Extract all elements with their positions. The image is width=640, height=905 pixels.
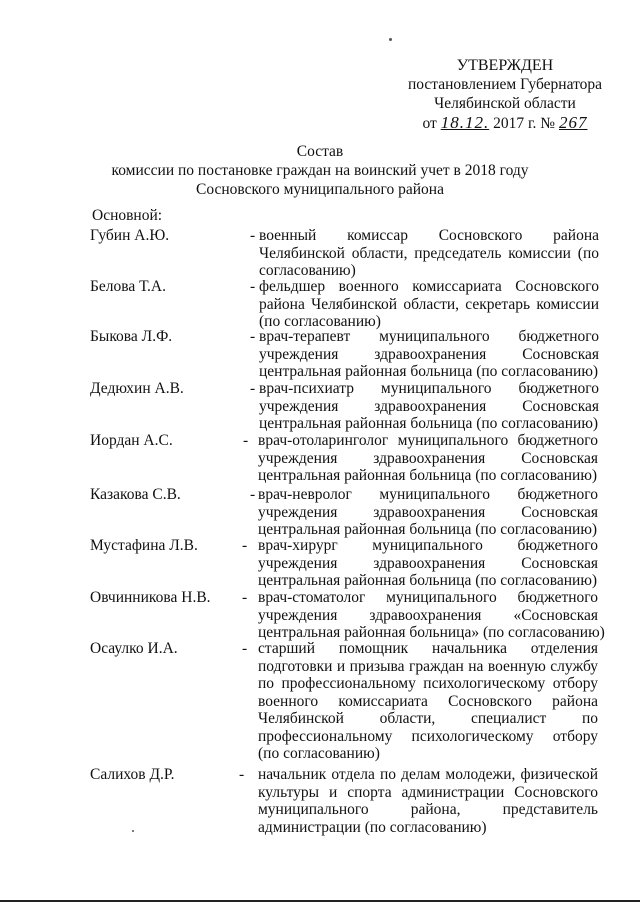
member-role — [258, 486, 598, 539]
member-name: Осаулко И.А. — [90, 640, 178, 657]
member-role-line: учреждения здравоохранения Сосновская — [258, 554, 598, 572]
member-dash: - — [242, 537, 248, 554]
member-role-line: согласованию) — [259, 262, 356, 279]
member-role-line: начальник отдела по делам молодежи, физической — [258, 766, 598, 783]
member-role-line: (по согласованию) — [259, 313, 381, 330]
member-role-line: военного комиссариата Сосновского района — [258, 692, 598, 710]
member-role-line: центральная районная больница (по согласованию) — [259, 363, 599, 380]
member-role-line: учреждения здравоохранения Сосновская — [259, 397, 599, 415]
member-name: Иордан А.С. — [90, 432, 173, 449]
member-role — [259, 328, 599, 381]
member-dash: - — [239, 766, 245, 783]
member-name: Белова Т.А. — [90, 278, 166, 295]
member-role-line: (по согласованию) — [258, 745, 380, 762]
member-role-line: муниципального района, представитель — [258, 801, 598, 818]
member-role-line: врач-психиатр муниципального бюджетного — [259, 380, 599, 397]
member-dash: - — [250, 328, 256, 345]
member-dash: - — [250, 380, 256, 397]
member-role-line: учреждения здравоохранения Сосновская — [258, 503, 598, 521]
member-name: Казакова С.В. — [90, 486, 181, 503]
member-dash: - — [250, 486, 256, 503]
member-role-line: учреждения здравоохранения Сосновская — [259, 345, 599, 363]
member-dash: - — [242, 640, 248, 657]
member-role-line: центральная районная больница (по согласованию) — [259, 415, 599, 432]
member-role — [258, 640, 598, 763]
member-role-line: центральная районная больница (по согласованию) — [258, 521, 598, 538]
member-role-line: военный комиссар Сосновского района — [259, 227, 599, 244]
member-name: Губин А.Ю. — [90, 227, 170, 244]
member-role-line: Челябинской области, специалист по — [258, 710, 598, 727]
member-name: Салихов Д.Р. — [90, 766, 175, 783]
approval-line-resolution: постановлением Губернатора — [407, 76, 603, 93]
title-line-2: комиссии по постановке граждан на воинский учет в 2018 году — [111, 162, 529, 179]
approval-date-prefix: от — [422, 115, 437, 132]
member-role-line: врач-терапевт муниципального бюджетного — [259, 328, 599, 345]
approval-date-suffix: 2017 г. № — [493, 115, 556, 132]
member-role-line: центральная районная больница (по согласованию) — [258, 467, 598, 484]
title-line-3: Сосновского муниципального района — [196, 181, 444, 198]
member-role-line: профессиональному психологическому отбору — [258, 727, 598, 745]
member-name: Мустафина Л.В. — [90, 537, 198, 554]
scan-speck — [389, 38, 392, 41]
title-line-1: Состав — [296, 143, 344, 160]
approval-date-value: 18.12. — [440, 113, 490, 132]
section-label: Основной: — [92, 207, 163, 224]
member-role-line: врач-стоматолог муниципального бюджетного — [258, 589, 598, 606]
member-role-line: культуры и спорта администрации Сосновского — [258, 783, 598, 801]
member-role-line: врач-хирург муниципального бюджетного — [258, 537, 598, 554]
member-dash: - — [250, 278, 256, 295]
approval-number: 267 — [558, 113, 588, 132]
member-role — [258, 766, 598, 836]
member-name: Дедюхин А.В. — [90, 380, 184, 397]
member-role-line: врач-невролог муниципального бюджетного — [258, 486, 598, 503]
scan-edge-line — [0, 900, 640, 902]
approval-date-line — [400, 113, 610, 133]
approval-heading: УТВЕРЖДЕН — [456, 57, 554, 74]
member-role — [258, 537, 598, 590]
approval-block — [400, 56, 610, 133]
member-name: Быкова Л.Ф. — [90, 328, 173, 345]
member-dash: - — [250, 227, 256, 244]
member-role-line: учреждения здравоохранения «Сосновская — [258, 606, 598, 624]
scan-speck — [132, 830, 134, 832]
member-role-line: учреждения здравоохранения Сосновская — [258, 449, 598, 467]
member-role-line: старший помощник начальника отделения — [258, 640, 598, 657]
member-dash: - — [243, 432, 249, 449]
member-role — [259, 278, 599, 331]
member-name: Овчинникова Н.В. — [90, 589, 211, 606]
member-role-line: по профессиональному психологическому отбору — [258, 675, 598, 692]
member-role-line: центральная районная больница» (по согласованию) — [258, 624, 605, 641]
member-role — [258, 432, 598, 485]
member-role-line: центральная районная больница (по согласованию) — [258, 572, 598, 589]
member-role-line: фельдшер военного комиссариата Сосновского — [259, 278, 599, 295]
member-role-line: района Челябинской области, секретарь комиссии — [259, 295, 599, 313]
member-role-line: врач-отоларинголог муниципального бюджетного — [258, 432, 598, 449]
member-role — [258, 589, 605, 642]
document-title — [100, 142, 540, 199]
approval-line-region: Челябинской области — [434, 95, 576, 112]
member-dash: - — [242, 589, 248, 606]
member-role — [259, 380, 599, 433]
member-role-line: подготовки и призыва граждан на военную службу — [258, 657, 598, 675]
member-role-line: администрации (по согласованию) — [258, 818, 487, 836]
member-role-line: Челябинской области, председатель комиссии (по — [259, 244, 599, 262]
member-role — [259, 227, 599, 280]
